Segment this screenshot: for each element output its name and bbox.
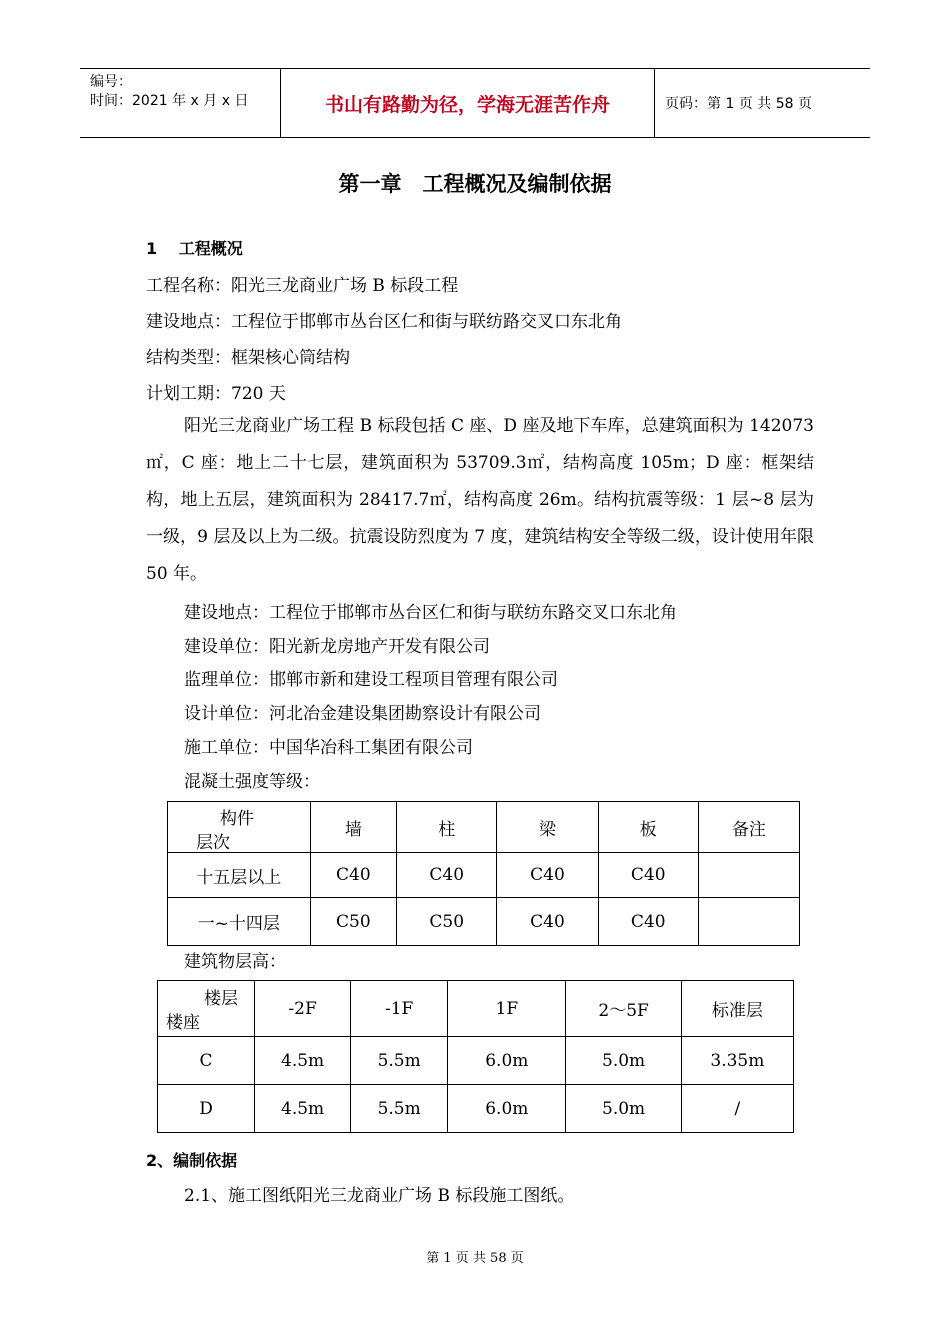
section-heading: 2、编制依据: [146, 1151, 238, 1170]
column-header: 墙: [310, 802, 396, 853]
column-header: -2F: [255, 981, 351, 1037]
table-cell: 6.0m: [448, 1085, 566, 1133]
document-date: 时间：2021 年 x 月 x 日: [90, 93, 249, 109]
table-cell: 4.5m: [255, 1037, 351, 1085]
corner-bottom-label: 楼座: [166, 1013, 200, 1033]
row-label: C: [158, 1037, 255, 1085]
table-cell: C40: [310, 853, 396, 898]
table-cell: 3.35m: [681, 1037, 793, 1085]
header-meta: [90, 73, 276, 111]
owner-line: 建设单位：阳光新龙房地产开发有限公司: [184, 637, 490, 657]
floor-height-table: [157, 980, 794, 1133]
concrete-grade-label: 混凝土强度等级：: [184, 772, 320, 792]
location-line: 建设地点：工程位于邯郸市丛台区仁和街与联纺路交叉口东北角: [146, 312, 622, 332]
column-header: 板: [598, 802, 698, 853]
row-label: D: [158, 1085, 255, 1133]
chapter-title: 第一章 工程概况及编制依据: [338, 172, 612, 196]
supervisor-line: 监理单位：邯郸市新和建设工程项目管理有限公司: [184, 670, 558, 690]
column-header: 标准层: [681, 981, 793, 1037]
table-corner-header: [158, 981, 255, 1037]
column-header: 2～5F: [566, 981, 681, 1037]
table-cell: C40: [497, 853, 598, 898]
table-cell: /: [681, 1085, 793, 1133]
row-label: 十五层以上: [168, 853, 311, 898]
site-address-line: 建设地点：工程位于邯郸市丛台区仁和街与联纺东路交叉口东北角: [184, 603, 677, 623]
row-label: 一~十四层: [168, 898, 311, 946]
concrete-grade-table: [167, 801, 800, 946]
column-header: 柱: [397, 802, 497, 853]
header-divider: [654, 69, 655, 137]
table-corner-header: [168, 802, 311, 853]
table-row: [158, 1085, 794, 1133]
table-row: [168, 898, 800, 946]
contractor-line: 施工单位：中国华冶科工集团有限公司: [184, 738, 473, 758]
table-cell: C50: [310, 898, 396, 946]
table-cell: [698, 898, 799, 946]
table-cell: C50: [397, 898, 497, 946]
header-motto: 书山有路勤为径，学海无涯苦作舟: [324, 93, 610, 116]
table-cell: 6.0m: [448, 1037, 566, 1085]
column-header: -1F: [351, 981, 448, 1037]
page-footer: 第 1 页 共 58 页: [426, 1251, 524, 1266]
table-row: [158, 1037, 794, 1085]
table-cell: 5.5m: [351, 1037, 448, 1085]
corner-top-label: 楼层: [204, 989, 238, 1009]
schedule-line: 计划工期：720 天: [146, 384, 286, 404]
header-page-info: 页码：第 1 页 共 58 页: [665, 96, 812, 112]
table-cell: C40: [497, 898, 598, 946]
section-heading: 1 工程概况: [146, 239, 243, 258]
table-cell: [698, 853, 799, 898]
table-row: [168, 853, 800, 898]
floor-height-label: 建筑物层高：: [184, 952, 286, 972]
corner-top-label: 构件: [220, 809, 254, 829]
column-header: 备注: [698, 802, 799, 853]
structure-type-line: 结构类型：框架核心筒结构: [146, 348, 350, 368]
designer-line: 设计单位：河北冶金建设集团勘察设计有限公司: [184, 704, 541, 724]
basis-line: 2.1、施工图纸阳光三龙商业广场 B 标段施工图纸。: [184, 1186, 575, 1206]
table-cell: 5.0m: [566, 1085, 681, 1133]
table-cell: C40: [598, 853, 698, 898]
project-description-paragraph: 阳光三龙商业广场工程 B 标段包括 C 座、D 座及地下车库，总建筑面积为 142073㎡，C 座：地上二十七层，建筑面积为 53709.3㎡，结构高度 105m；D 座：框架结构，地上五层，建筑面积为 28417.7㎡，结构高度 26m。结构抗震等级：1 层~8 层为一级，9 层及以上为二级。抗震设防烈度为 7 度，建筑结构安全等级二级，设计使用年限 50 年。: [146, 416, 814, 584]
page-header: [80, 68, 870, 138]
table-cell: C40: [397, 853, 497, 898]
column-header: 1F: [448, 981, 566, 1037]
column-header: 梁: [497, 802, 598, 853]
corner-bottom-label: 层次: [196, 833, 230, 853]
project-name-line: 工程名称：阳光三龙商业广场 B 标段工程: [146, 276, 459, 296]
table-cell: 4.5m: [255, 1085, 351, 1133]
table-cell: C40: [598, 898, 698, 946]
table-cell: 5.5m: [351, 1085, 448, 1133]
document-number: 编号：: [90, 74, 132, 90]
table-cell: 5.0m: [566, 1037, 681, 1085]
